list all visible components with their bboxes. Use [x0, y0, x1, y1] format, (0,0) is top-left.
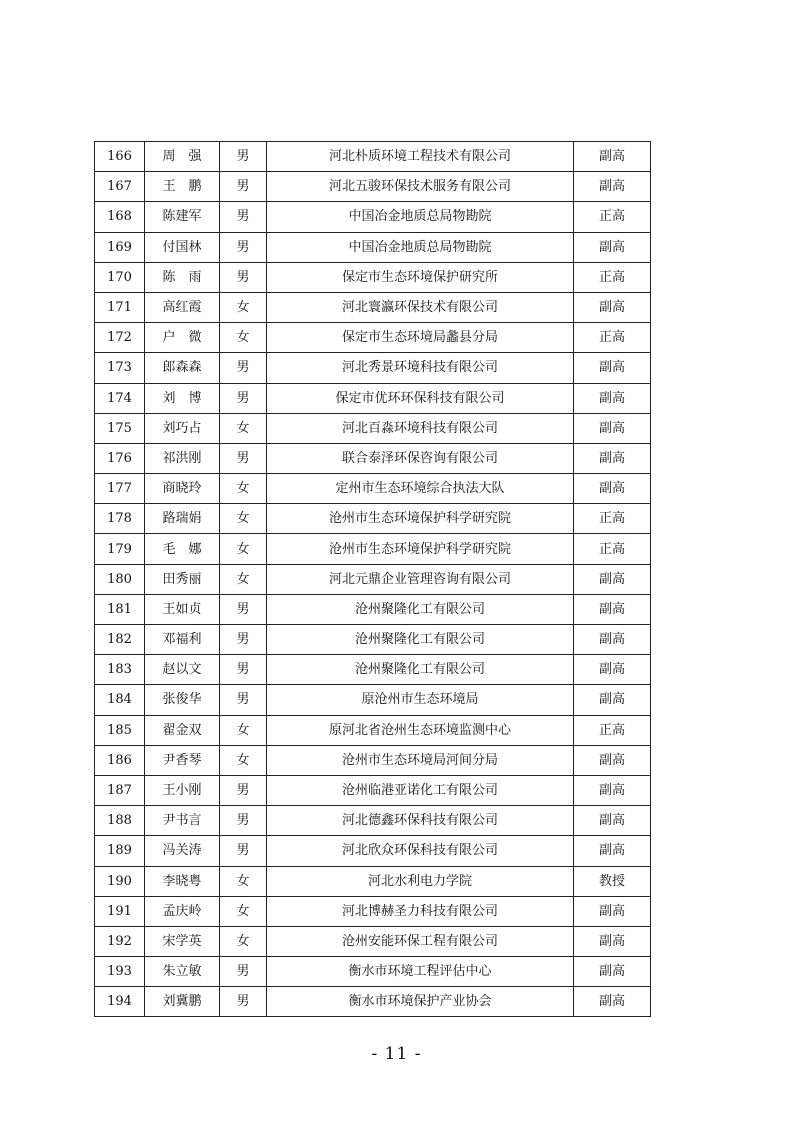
- professional-title: 正高: [574, 262, 651, 292]
- professional-title: 副高: [574, 806, 651, 836]
- professional-title: 副高: [574, 926, 651, 956]
- professional-title: 副高: [574, 443, 651, 473]
- professional-title: 副高: [574, 413, 651, 443]
- table-row: [95, 745, 651, 775]
- row-number: 175: [95, 413, 145, 443]
- row-number: 188: [95, 806, 145, 836]
- person-sex: 男: [220, 594, 267, 624]
- work-unit: 沧州市生态环境保护科学研究院: [267, 534, 574, 564]
- row-number: 189: [95, 836, 145, 866]
- person-name: 宋学英: [145, 926, 220, 956]
- row-number: 176: [95, 443, 145, 473]
- work-unit: 保定市优环环保科技有限公司: [267, 383, 574, 413]
- person-name: 陈 雨: [145, 262, 220, 292]
- table-row: [95, 806, 651, 836]
- work-unit: 沧州临港亚诺化工有限公司: [267, 775, 574, 805]
- row-number: 187: [95, 775, 145, 805]
- table-row: [95, 413, 651, 443]
- table-row: [95, 323, 651, 353]
- professional-title: 正高: [574, 715, 651, 745]
- row-number: 177: [95, 474, 145, 504]
- work-unit: 原河北省沧州生态环境监测中心: [267, 715, 574, 745]
- person-name: 刘 博: [145, 383, 220, 413]
- person-sex: 男: [220, 142, 267, 172]
- table-row: [95, 172, 651, 202]
- professional-title: 副高: [574, 564, 651, 594]
- work-unit: 沧州安能环保工程有限公司: [267, 926, 574, 956]
- person-sex: 女: [220, 504, 267, 534]
- work-unit: 联合泰泽环保咨询有限公司: [267, 443, 574, 473]
- table-row: [95, 202, 651, 232]
- person-name: 翟金双: [145, 715, 220, 745]
- person-sex: 男: [220, 655, 267, 685]
- professional-title: 副高: [574, 474, 651, 504]
- row-number: 179: [95, 534, 145, 564]
- work-unit: 沧州市生态环境局河间分局: [267, 745, 574, 775]
- table-row: [95, 625, 651, 655]
- person-sex: 男: [220, 202, 267, 232]
- person-name: 赵以文: [145, 655, 220, 685]
- person-sex: 女: [220, 413, 267, 443]
- person-name: 李晓粤: [145, 866, 220, 896]
- person-name: 尹香琴: [145, 745, 220, 775]
- person-name: 王如贞: [145, 594, 220, 624]
- table-row: [95, 926, 651, 956]
- row-number: 191: [95, 896, 145, 926]
- table-row: [95, 534, 651, 564]
- professional-title: 副高: [574, 655, 651, 685]
- person-name: 周 强: [145, 142, 220, 172]
- person-name: 刘冀鹏: [145, 987, 220, 1017]
- person-name: 朱立敏: [145, 957, 220, 987]
- person-sex: 女: [220, 715, 267, 745]
- person-sex: 男: [220, 987, 267, 1017]
- work-unit: 河北秀景环境科技有限公司: [267, 353, 574, 383]
- row-number: 194: [95, 987, 145, 1017]
- professional-title: 副高: [574, 775, 651, 805]
- row-number: 186: [95, 745, 145, 775]
- person-sex: 男: [220, 353, 267, 383]
- professional-title: 副高: [574, 353, 651, 383]
- person-name: 尹书言: [145, 806, 220, 836]
- row-number: 181: [95, 594, 145, 624]
- person-name: 张俊华: [145, 685, 220, 715]
- work-unit: 中国冶金地质总局物勘院: [267, 202, 574, 232]
- expert-roster-table: [94, 141, 651, 1017]
- person-sex: 女: [220, 474, 267, 504]
- person-name: 邓福利: [145, 625, 220, 655]
- professional-title: 副高: [574, 172, 651, 202]
- person-name: 毛 娜: [145, 534, 220, 564]
- table-row: [95, 504, 651, 534]
- person-name: 商晓玲: [145, 474, 220, 504]
- person-sex: 女: [220, 866, 267, 896]
- professional-title: 副高: [574, 625, 651, 655]
- person-sex: 男: [220, 836, 267, 866]
- person-sex: 男: [220, 806, 267, 836]
- professional-title: 正高: [574, 534, 651, 564]
- work-unit: 河北博赫圣力科技有限公司: [267, 896, 574, 926]
- row-number: 178: [95, 504, 145, 534]
- person-sex: 男: [220, 262, 267, 292]
- table-row: [95, 594, 651, 624]
- work-unit: 沧州聚隆化工有限公司: [267, 625, 574, 655]
- work-unit: 保定市生态环境保护研究所: [267, 262, 574, 292]
- table-row: [95, 142, 651, 172]
- row-number: 173: [95, 353, 145, 383]
- person-name: 田秀丽: [145, 564, 220, 594]
- row-number: 185: [95, 715, 145, 745]
- work-unit: 沧州市生态环境保护科学研究院: [267, 504, 574, 534]
- professional-title: 副高: [574, 292, 651, 322]
- person-name: 陈建军: [145, 202, 220, 232]
- row-number: 166: [95, 142, 145, 172]
- person-name: 孟庆岭: [145, 896, 220, 926]
- person-sex: 男: [220, 775, 267, 805]
- row-number: 183: [95, 655, 145, 685]
- professional-title: 教授: [574, 866, 651, 896]
- row-number: 180: [95, 564, 145, 594]
- professional-title: 副高: [574, 685, 651, 715]
- person-name: 祁洪刚: [145, 443, 220, 473]
- person-sex: 男: [220, 172, 267, 202]
- person-name: 路瑞娟: [145, 504, 220, 534]
- row-number: 184: [95, 685, 145, 715]
- work-unit: 河北五骏环保技术服务有限公司: [267, 172, 574, 202]
- work-unit: 河北德鑫环保科技有限公司: [267, 806, 574, 836]
- professional-title: 副高: [574, 836, 651, 866]
- table-row: [95, 896, 651, 926]
- person-sex: 女: [220, 564, 267, 594]
- table-row: [95, 353, 651, 383]
- professional-title: 副高: [574, 594, 651, 624]
- table-row: [95, 292, 651, 322]
- table-row: [95, 866, 651, 896]
- table-row: [95, 987, 651, 1017]
- table-row: [95, 655, 651, 685]
- work-unit: 中国冶金地质总局物勘院: [267, 232, 574, 262]
- table-row: [95, 443, 651, 473]
- person-name: 王 鹏: [145, 172, 220, 202]
- work-unit: 定州市生态环境综合执法大队: [267, 474, 574, 504]
- work-unit: 河北水利电力学院: [267, 866, 574, 896]
- table-row: [95, 836, 651, 866]
- person-sex: 女: [220, 745, 267, 775]
- table-row: [95, 232, 651, 262]
- person-sex: 女: [220, 534, 267, 564]
- professional-title: 正高: [574, 504, 651, 534]
- row-number: 172: [95, 323, 145, 353]
- person-sex: 男: [220, 232, 267, 262]
- person-sex: 男: [220, 625, 267, 655]
- person-sex: 男: [220, 685, 267, 715]
- person-sex: 女: [220, 323, 267, 353]
- work-unit: 原沧州市生态环境局: [267, 685, 574, 715]
- work-unit: 河北朴质环境工程技术有限公司: [267, 142, 574, 172]
- person-name: 高红霞: [145, 292, 220, 322]
- row-number: 167: [95, 172, 145, 202]
- professional-title: 副高: [574, 957, 651, 987]
- professional-title: 副高: [574, 987, 651, 1017]
- person-name: 户 微: [145, 323, 220, 353]
- row-number: 169: [95, 232, 145, 262]
- person-sex: 男: [220, 443, 267, 473]
- table-body: [95, 142, 651, 1017]
- table-row: [95, 775, 651, 805]
- work-unit: 河北寰瀛环保技术有限公司: [267, 292, 574, 322]
- table-row: [95, 715, 651, 745]
- work-unit: 沧州聚隆化工有限公司: [267, 655, 574, 685]
- professional-title: 副高: [574, 896, 651, 926]
- row-number: 193: [95, 957, 145, 987]
- work-unit: 保定市生态环境局蠡县分局: [267, 323, 574, 353]
- person-name: 郎森森: [145, 353, 220, 383]
- row-number: 168: [95, 202, 145, 232]
- work-unit: 河北百淼环境科技有限公司: [267, 413, 574, 443]
- person-sex: 女: [220, 896, 267, 926]
- person-sex: 男: [220, 957, 267, 987]
- row-number: 190: [95, 866, 145, 896]
- professional-title: 副高: [574, 232, 651, 262]
- person-sex: 女: [220, 926, 267, 956]
- professional-title: 正高: [574, 202, 651, 232]
- table-row: [95, 262, 651, 292]
- row-number: 174: [95, 383, 145, 413]
- person-name: 冯关涛: [145, 836, 220, 866]
- table-row: [95, 564, 651, 594]
- work-unit: 沧州聚隆化工有限公司: [267, 594, 574, 624]
- person-name: 王小刚: [145, 775, 220, 805]
- row-number: 171: [95, 292, 145, 322]
- person-sex: 女: [220, 292, 267, 322]
- professional-title: 正高: [574, 323, 651, 353]
- table-row: [95, 957, 651, 987]
- professional-title: 副高: [574, 745, 651, 775]
- table-row: [95, 383, 651, 413]
- row-number: 182: [95, 625, 145, 655]
- work-unit: 衡水市环境工程评估中心: [267, 957, 574, 987]
- professional-title: 副高: [574, 383, 651, 413]
- work-unit: 河北欣众环保科技有限公司: [267, 836, 574, 866]
- page-number: - 11 -: [371, 1044, 422, 1064]
- work-unit: 河北元鼎企业管理咨询有限公司: [267, 564, 574, 594]
- row-number: 192: [95, 926, 145, 956]
- table-row: [95, 474, 651, 504]
- table-row: [95, 685, 651, 715]
- person-name: 付国林: [145, 232, 220, 262]
- person-name: 刘巧占: [145, 413, 220, 443]
- person-sex: 男: [220, 383, 267, 413]
- work-unit: 衡水市环境保护产业协会: [267, 987, 574, 1017]
- professional-title: 副高: [574, 142, 651, 172]
- row-number: 170: [95, 262, 145, 292]
